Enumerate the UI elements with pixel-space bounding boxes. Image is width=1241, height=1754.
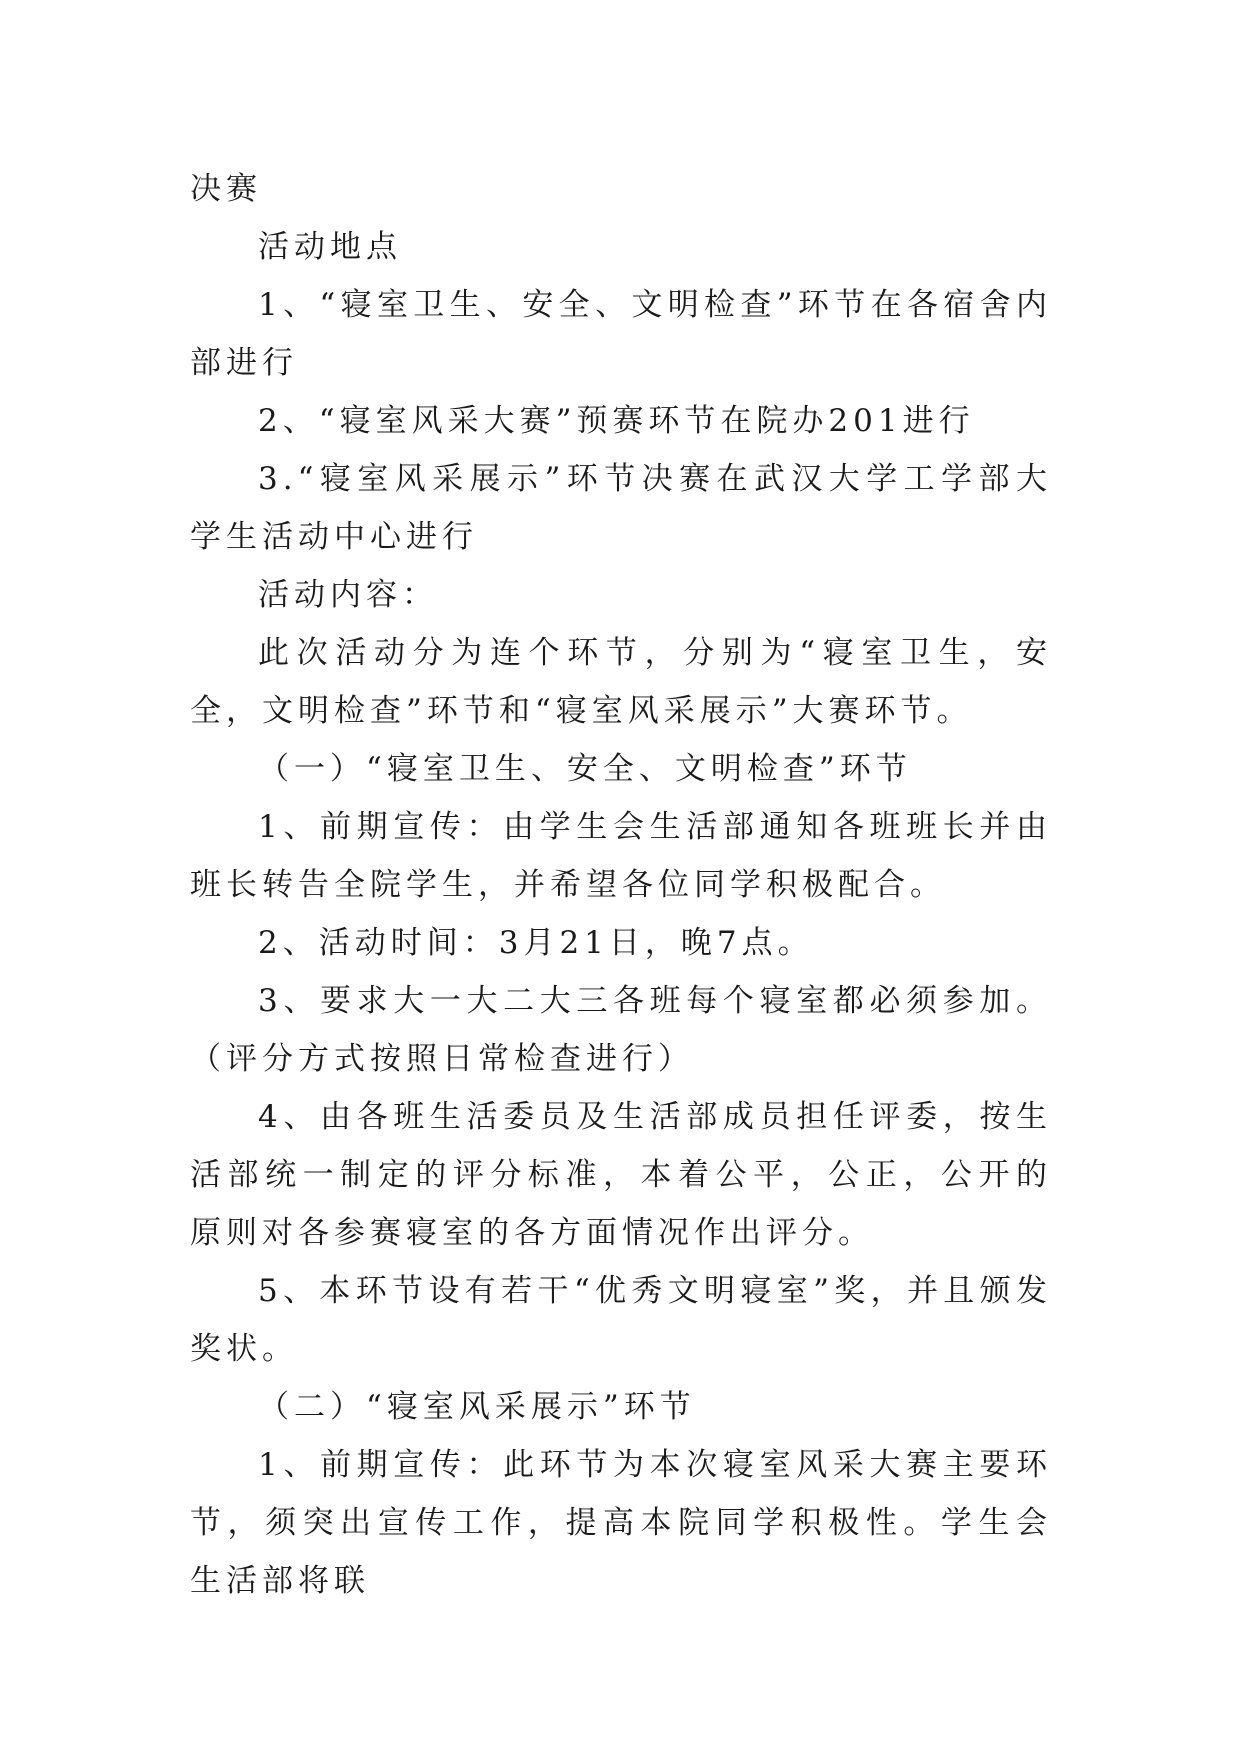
paragraph-section1-item1: 1、前期宣传：由学生会生活部通知各班班长并由班长转告全院学生，并希望各位同学积极配合。 <box>190 809 1052 903</box>
paragraph-final-round: 决赛 <box>190 171 262 207</box>
paragraph-location-2: 2、“寝室风采大赛”预赛环节在院办201进行 <box>258 403 975 439</box>
paragraph-location-3: 3.“寝室风采展示”环节决赛在武汉大学工学部大学生活动中心进行 <box>190 461 1052 555</box>
section-heading-1: （一）“寝室卫生、安全、文明检查”环节 <box>258 751 912 787</box>
document-body <box>190 160 1052 1610</box>
paragraph-location-1: 1、“寝室卫生、安全、文明检查”环节在各宿舍内部进行 <box>190 287 1052 381</box>
paragraph-section1-item3: 3、要求大一大二大三各班每个寝室都必须参加。（评分方式按照日常检查进行） <box>190 983 1052 1077</box>
paragraph-location-heading: 活动地点 <box>258 229 402 265</box>
paragraph-section1-item5: 5、本环节设有若干“优秀文明寝室”奖，并且颁发奖状。 <box>190 1273 1052 1367</box>
paragraph-section1-item2: 2、活动时间：3月21日，晚7点。 <box>258 925 814 961</box>
section-heading-2: （二）“寝室风采展示”环节 <box>258 1389 696 1425</box>
paragraph-section2-item1: 1、前期宣传：此环节为本次寝室风采大赛主要环节，须突出宣传工作，提高本院同学积极性。学生会生活部将联 <box>190 1447 1052 1599</box>
paragraph-section1-item4: 4、由各班生活委员及生活部成员担任评委，按生活部统一制定的评分标准，本着公平，公正，公开的原则对各参赛寝室的各方面情况作出评分。 <box>190 1099 1052 1251</box>
paragraph-content-heading: 活动内容： <box>258 577 438 613</box>
paragraph-content-intro: 此次活动分为连个环节，分别为“寝室卫生，安全，文明检查”环节和“寝室风采展示”大赛环节。 <box>190 635 1052 729</box>
